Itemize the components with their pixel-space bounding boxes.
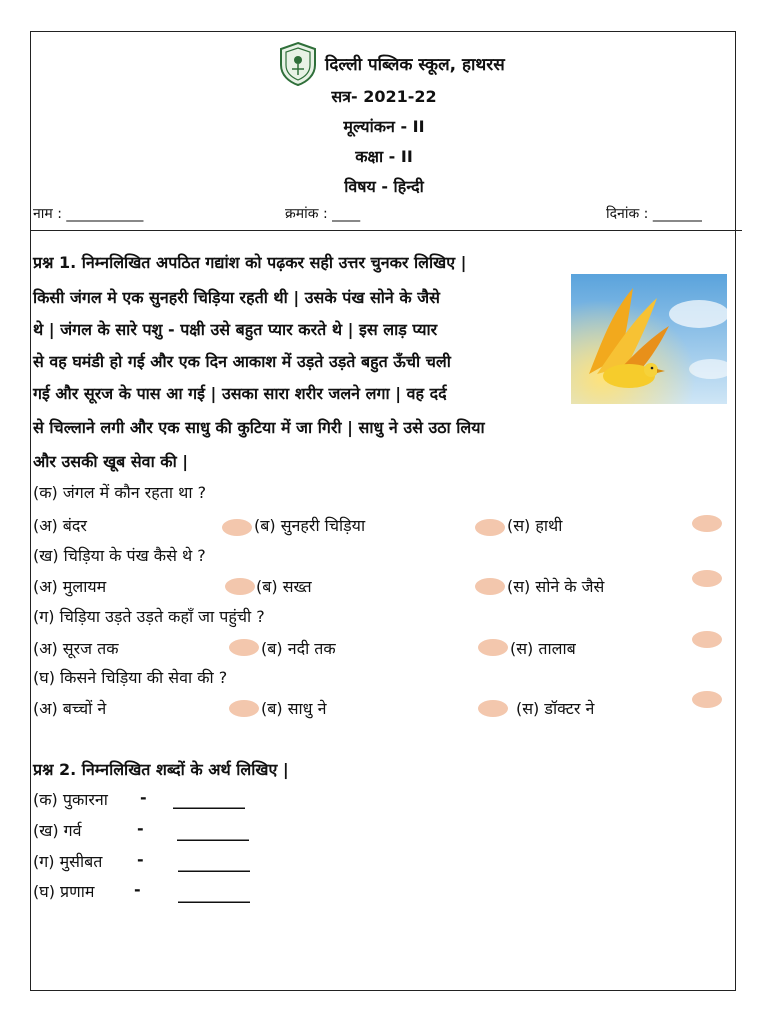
- answer-bubble[interactable]: [692, 631, 722, 648]
- name-field: नाम : ___________: [33, 206, 144, 222]
- option-c: (स) डॉक्टर ने: [516, 699, 595, 718]
- answer-bubble[interactable]: [692, 570, 722, 587]
- vocab-dash: -: [134, 880, 141, 899]
- option-a: (अ) बंदर: [33, 516, 87, 535]
- vocab-word: (ख) गर्व: [33, 821, 82, 840]
- golden-bird-image: [571, 274, 727, 404]
- answer-bubble[interactable]: [478, 639, 508, 656]
- school-crest-logo: [278, 41, 318, 87]
- vocab-word: (ग) मुसीबत: [33, 852, 103, 871]
- question-2-heading: प्रश्न 2. निम्नलिखित शब्दों के अर्थ लिखिए |: [33, 760, 289, 779]
- school-name: दिल्ली पब्लिक स्कूल, हाथरस: [325, 55, 505, 75]
- question-1-ka: (क) जंगल में कौन रहता था ?: [33, 483, 207, 502]
- answer-bubble[interactable]: [692, 691, 722, 708]
- question-1-kha: (ख) चिड़िया के पंख कैसे थे ?: [33, 546, 206, 565]
- answer-bubble[interactable]: [225, 578, 255, 595]
- vocab-word: (क) पुकारना: [33, 790, 108, 809]
- answer-bubble[interactable]: [229, 700, 259, 717]
- option-b: (ब) सुनहरी चिड़िया: [254, 516, 366, 535]
- vocab-word: (घ) प्रणाम: [33, 882, 95, 901]
- answer-blank[interactable]: _________: [178, 853, 250, 872]
- passage-line: गई और सूरज के पास आ गई | उसका सारा शरीर जलने लगा | वह दर्द: [33, 384, 447, 403]
- answer-bubble[interactable]: [475, 578, 505, 595]
- roll-number-field: क्रमांक : ____: [285, 206, 361, 222]
- vocab-dash: -: [137, 850, 144, 869]
- option-b: (ब) साधु ने: [261, 699, 327, 718]
- option-c: (स) तालाब: [510, 639, 576, 658]
- answer-blank[interactable]: _________: [173, 790, 245, 809]
- answer-bubble[interactable]: [222, 519, 252, 536]
- passage-line: से वह घमंडी हो गई और एक दिन आकाश में उड़ते उड़ते बहुत ऊँची चली: [33, 352, 451, 371]
- option-b: (ब) नदी तक: [261, 639, 336, 658]
- option-c: (स) हाथी: [507, 516, 563, 535]
- header-divider: [30, 230, 742, 231]
- question-1-ga: (ग) चिड़िया उड़ते उड़ते कहाँ जा पहुंची ?: [33, 607, 265, 626]
- option-c: (स) सोने के जैसे: [507, 577, 605, 596]
- class-label: कक्षा - II: [355, 147, 413, 166]
- option-a: (अ) सूरज तक: [33, 639, 119, 658]
- passage-line: और उसकी खूब सेवा की |: [33, 452, 189, 471]
- vocab-dash: -: [140, 788, 147, 807]
- passage-line: से चिल्लाने लगी और एक साधु की कुटिया में जा गिरी | साधु ने उसे उठा लिया: [33, 418, 485, 437]
- answer-bubble[interactable]: [478, 700, 508, 717]
- answer-blank[interactable]: _________: [177, 822, 249, 841]
- answer-blank[interactable]: _________: [178, 884, 250, 903]
- subject-label: विषय - हिन्दी: [344, 177, 424, 196]
- vocab-dash: -: [137, 819, 144, 838]
- passage-line: किसी जंगल मे एक सुनहरी चिड़िया रहती थी | उसके पंख सोने के जैसे: [33, 288, 440, 307]
- answer-bubble[interactable]: [692, 515, 722, 532]
- passage-line: थे | जंगल के सारे पशु - पक्षी उसे बहुत प्यार करते थे | इस लाड़ प्यार: [33, 320, 438, 339]
- answer-bubble[interactable]: [229, 639, 259, 656]
- assessment-title: मूल्यांकन - II: [343, 117, 425, 136]
- question-1-heading: प्रश्न 1. निम्नलिखित अपठित गद्यांश को पढ़कर सही उत्तर चुनकर लिखिए |: [33, 253, 467, 272]
- option-b: (ब) सख्त: [256, 577, 312, 596]
- question-1-gha: (घ) किसने चिड़िया की सेवा की ?: [33, 668, 228, 687]
- option-a: (अ) बच्चों ने: [33, 699, 107, 718]
- session: सत्र- 2021-22: [331, 87, 437, 106]
- option-a: (अ) मुलायम: [33, 577, 107, 596]
- date-field: दिनांक : _______: [606, 206, 702, 222]
- answer-bubble[interactable]: [475, 519, 505, 536]
